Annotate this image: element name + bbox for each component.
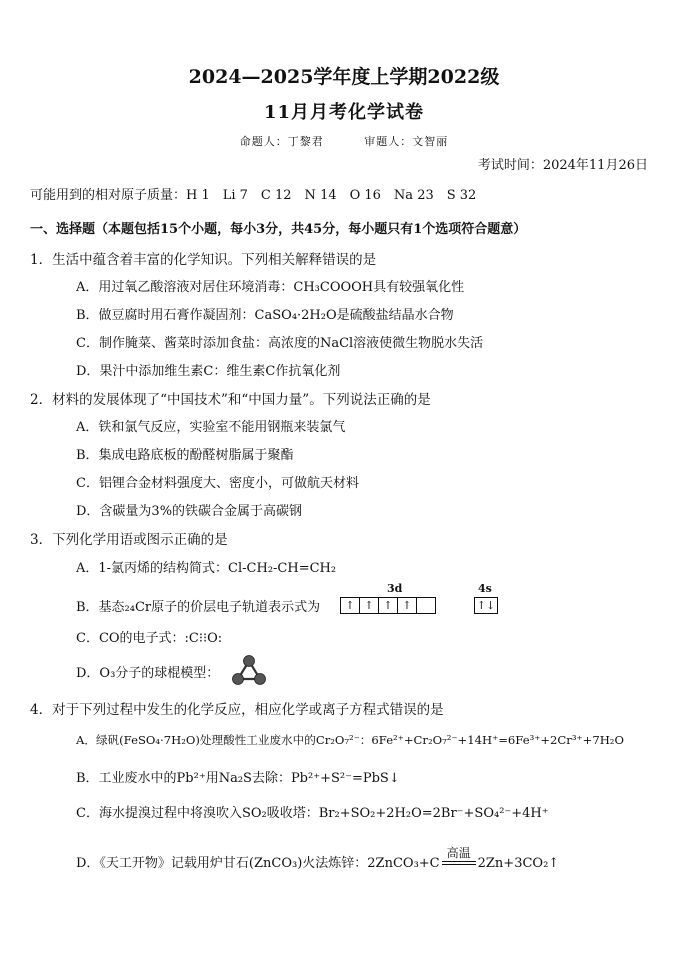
q1-option-d: D．果汁中添加维生素C：维生素C作抗氧化剂 (76, 364, 341, 379)
reaction-equals-line (442, 864, 476, 865)
exam-subtitle: 11月月考化学试卷 (263, 102, 425, 123)
reaction-equals-line (442, 861, 476, 862)
q3-option-c: C．CO的电子式：:C⁝⁝O: (76, 631, 223, 646)
orbital-box (417, 598, 435, 613)
question-4-stem: 4．对于下列过程中发生的化学反应，相应化学或离子方程式错误的是 (30, 702, 444, 718)
orbital-label-3d: 3d (387, 582, 403, 595)
orbital-box: ↑ (398, 598, 417, 613)
q1-option-c: C．制作腌菜、酱菜时添加食盐：高浓度的NaCl溶液使微生物脱水失活 (76, 336, 484, 351)
ozone-ball-stick-model (231, 654, 267, 686)
question-2-stem: 2．材料的发展体现了“中国技术”和“中国力量”。下列说法正确的是 (30, 392, 431, 408)
reviewer: 审题人：文智丽 (364, 135, 449, 148)
q1-option-a: A．用过氧乙酸溶液对居住环境消毒：CH₃COOOH具有较强氧化性 (76, 280, 465, 295)
orbital-diagram-3d (340, 597, 436, 614)
reaction-arrow (442, 847, 476, 865)
exam-time: 考试时间：2024年11月26日 (477, 158, 648, 173)
q2-option-d: D．含碳量为3%的铁碳合金属于高碳钢 (76, 504, 303, 519)
q4-option-d-products: 2Zn+3CO₂↑ (477, 856, 560, 871)
q4-option-c: C．海水提溴过程中将溴吹入SO₂吸收塔：Br₂+SO₂+2H₂O=2Br⁻+SO₄²⁻+4H⁺ (76, 806, 549, 821)
section-heading: 一、选择题（本题包括15个小题，每小3分，共45分，每小题只有1个选项符合题意） (30, 222, 527, 237)
orbital-diagram-4s (474, 597, 498, 614)
q2-option-a: A．铁和氯气反应，实验室不能用钢瓶来装氯气 (76, 420, 346, 435)
orbital-box: ↑ (360, 598, 379, 613)
orbital-box: ↑↓ (476, 599, 496, 612)
q4-option-a: A．绿矾(FeSO₄·7H₂O)处理酸性工业废水中的Cr₂O₇²⁻：6Fe²⁺+Cr₂O₇²⁻+14H⁺=6Fe³⁺+2Cr³⁺+7H₂O (76, 733, 624, 747)
q2-option-b: B．集成电路底板的酚醛树脂属于聚酯 (76, 448, 294, 463)
orbital-box: ↑ (341, 598, 360, 613)
orbital-label-4s: 4s (478, 582, 492, 595)
q4-option-d-row (76, 846, 560, 871)
reaction-condition: 高温 (446, 846, 471, 860)
author: 命题人：丁黎君 (239, 135, 324, 148)
question-1-stem: 1．生活中蕴含着丰富的化学知识。下列相关解释错误的是 (30, 252, 377, 268)
question-3-stem: 3．下列化学用语或图示正确的是 (30, 532, 228, 548)
q4-option-d: D．《天工开物》记载用炉甘石(ZnCO₃)火法炼锌：2ZnCO₃+C (76, 856, 440, 871)
q3-option-a: A．1-氯丙烯的结构简式：Cl-CH₂-CH=CH₂ (76, 561, 337, 576)
q2-option-c: C．铝锂合金材料强度大、密度小，可做航天材料 (76, 476, 359, 491)
author-line (0, 133, 688, 149)
q4-option-b: B．工业废水中的Pb²⁺用Na₂S去除：Pb²⁺+S²⁻=PbS↓ (76, 771, 400, 786)
orbital-box: ↑ (379, 598, 398, 613)
q3-option-d: D．O₃分子的球棍模型： (76, 666, 220, 681)
q1-option-b: B．做豆腐时用石膏作凝固剂：CaSO₄·2H₂O是硫酸盐结晶水合物 (76, 308, 454, 323)
exam-title: 2024—2025学年度上学期2022级 (188, 66, 500, 88)
q3-option-b: B．基态₂₄Cr原子的价层电子轨道表示式为 (76, 600, 321, 615)
atomic-masses: 可能用到的相对原子质量：H 1 Li 7 C 12 N 14 O 16 Na 23 S 32 (30, 188, 477, 203)
